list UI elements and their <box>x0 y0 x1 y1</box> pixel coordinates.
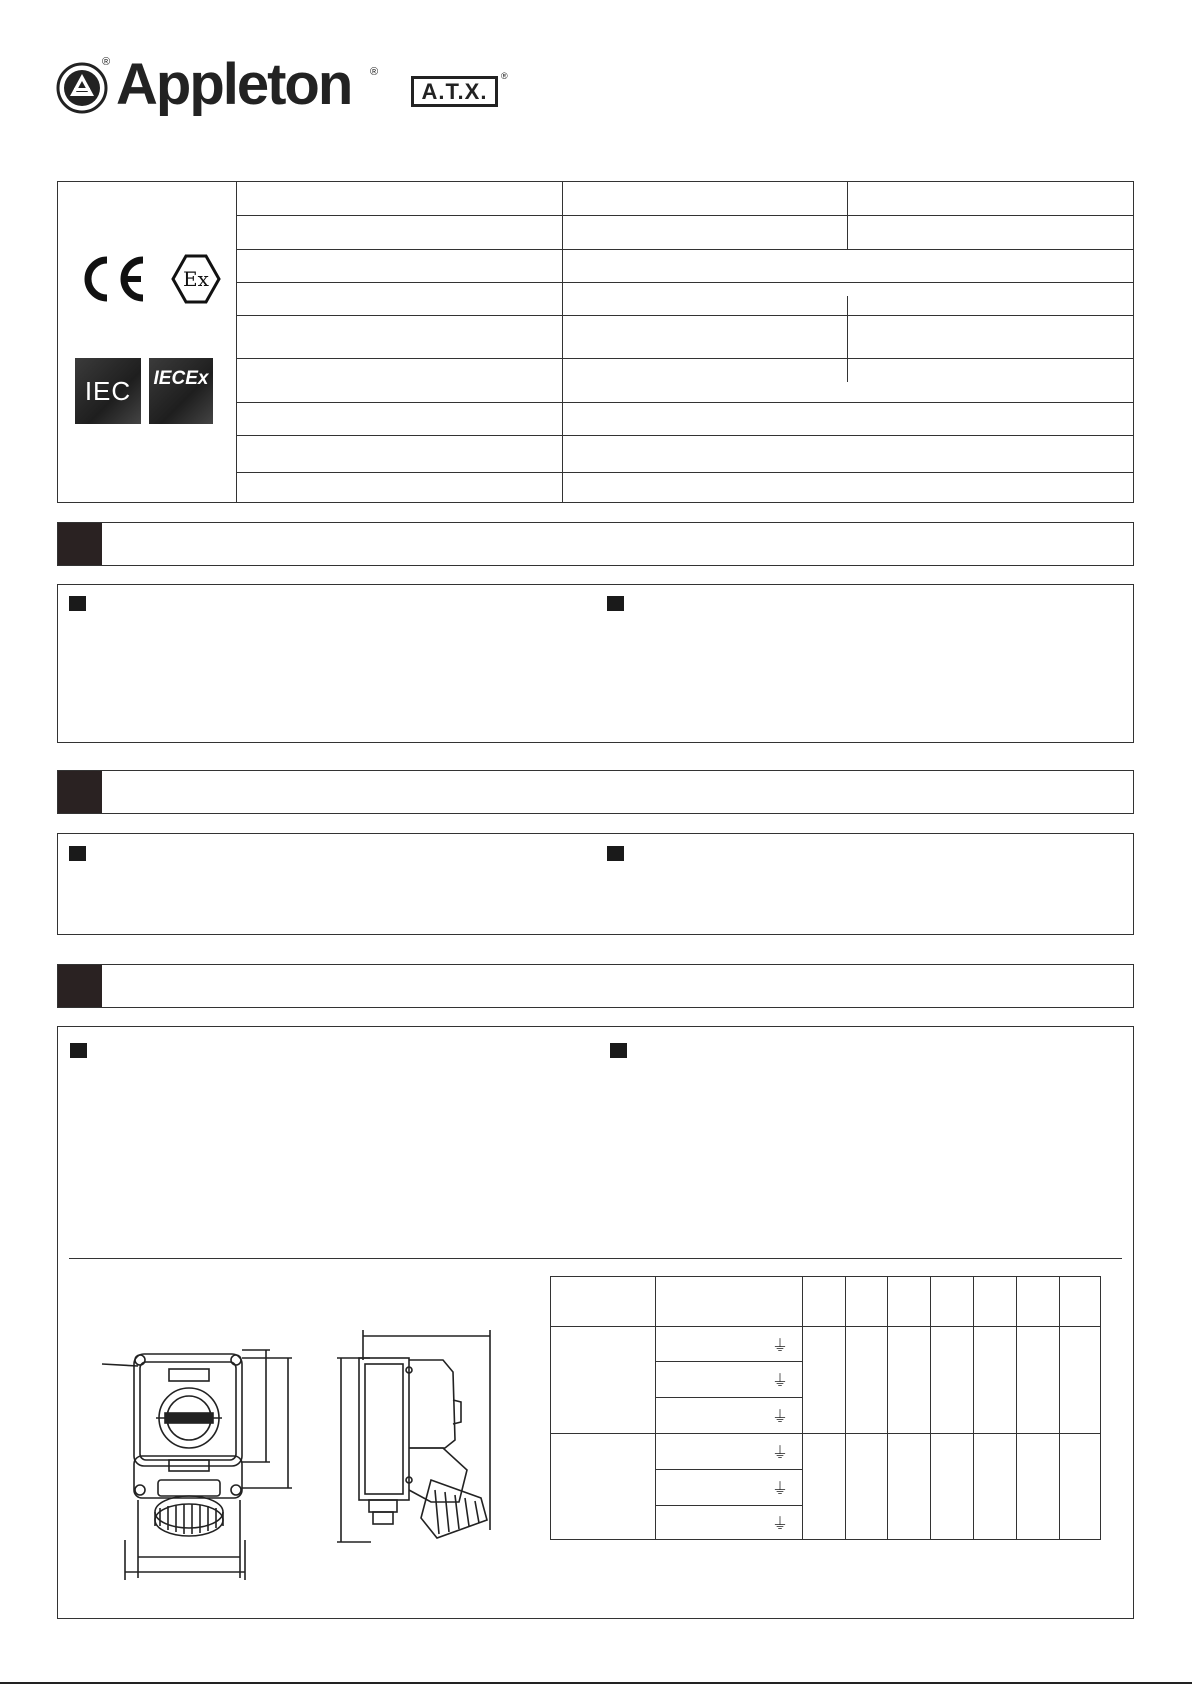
specification-grid <box>550 1276 1101 1540</box>
brand-name: Appleton <box>116 52 352 117</box>
earth-symbol: ⏚ <box>656 1470 803 1506</box>
registered-mark: ® <box>102 56 111 68</box>
front-view-drawing <box>100 1340 310 1585</box>
side-view-drawing <box>335 1330 505 1550</box>
svg-text:Ex: Ex <box>183 267 209 291</box>
earth-symbol: ⏚ <box>656 1327 803 1362</box>
appleton-emblem-icon <box>56 62 108 114</box>
atx-logo: A.T.X. <box>411 76 498 107</box>
section-header-2 <box>57 770 1134 814</box>
registered-mark: ® <box>501 71 508 81</box>
iecex-logo-text: IECEx <box>153 368 209 389</box>
earth-symbol: ⏚ <box>656 1434 803 1470</box>
ce-mark-icon <box>75 256 147 302</box>
section-panel-1 <box>57 584 1134 743</box>
registered-mark: ® <box>370 66 379 78</box>
earth-symbol: ⏚ <box>656 1506 803 1540</box>
section-header-1 <box>57 522 1134 566</box>
earth-symbol: ⏚ <box>656 1398 803 1434</box>
page-bottom-rule <box>0 1682 1192 1684</box>
section-header-3 <box>57 964 1134 1008</box>
ex-mark-icon <box>170 253 222 305</box>
earth-symbol: ⏚ <box>656 1362 803 1398</box>
section-panel-2 <box>57 833 1134 935</box>
iec-logo <box>75 358 141 424</box>
iec-logo-text: IEC <box>84 375 132 406</box>
iecex-logo <box>149 358 213 424</box>
certification-table <box>57 181 1134 503</box>
